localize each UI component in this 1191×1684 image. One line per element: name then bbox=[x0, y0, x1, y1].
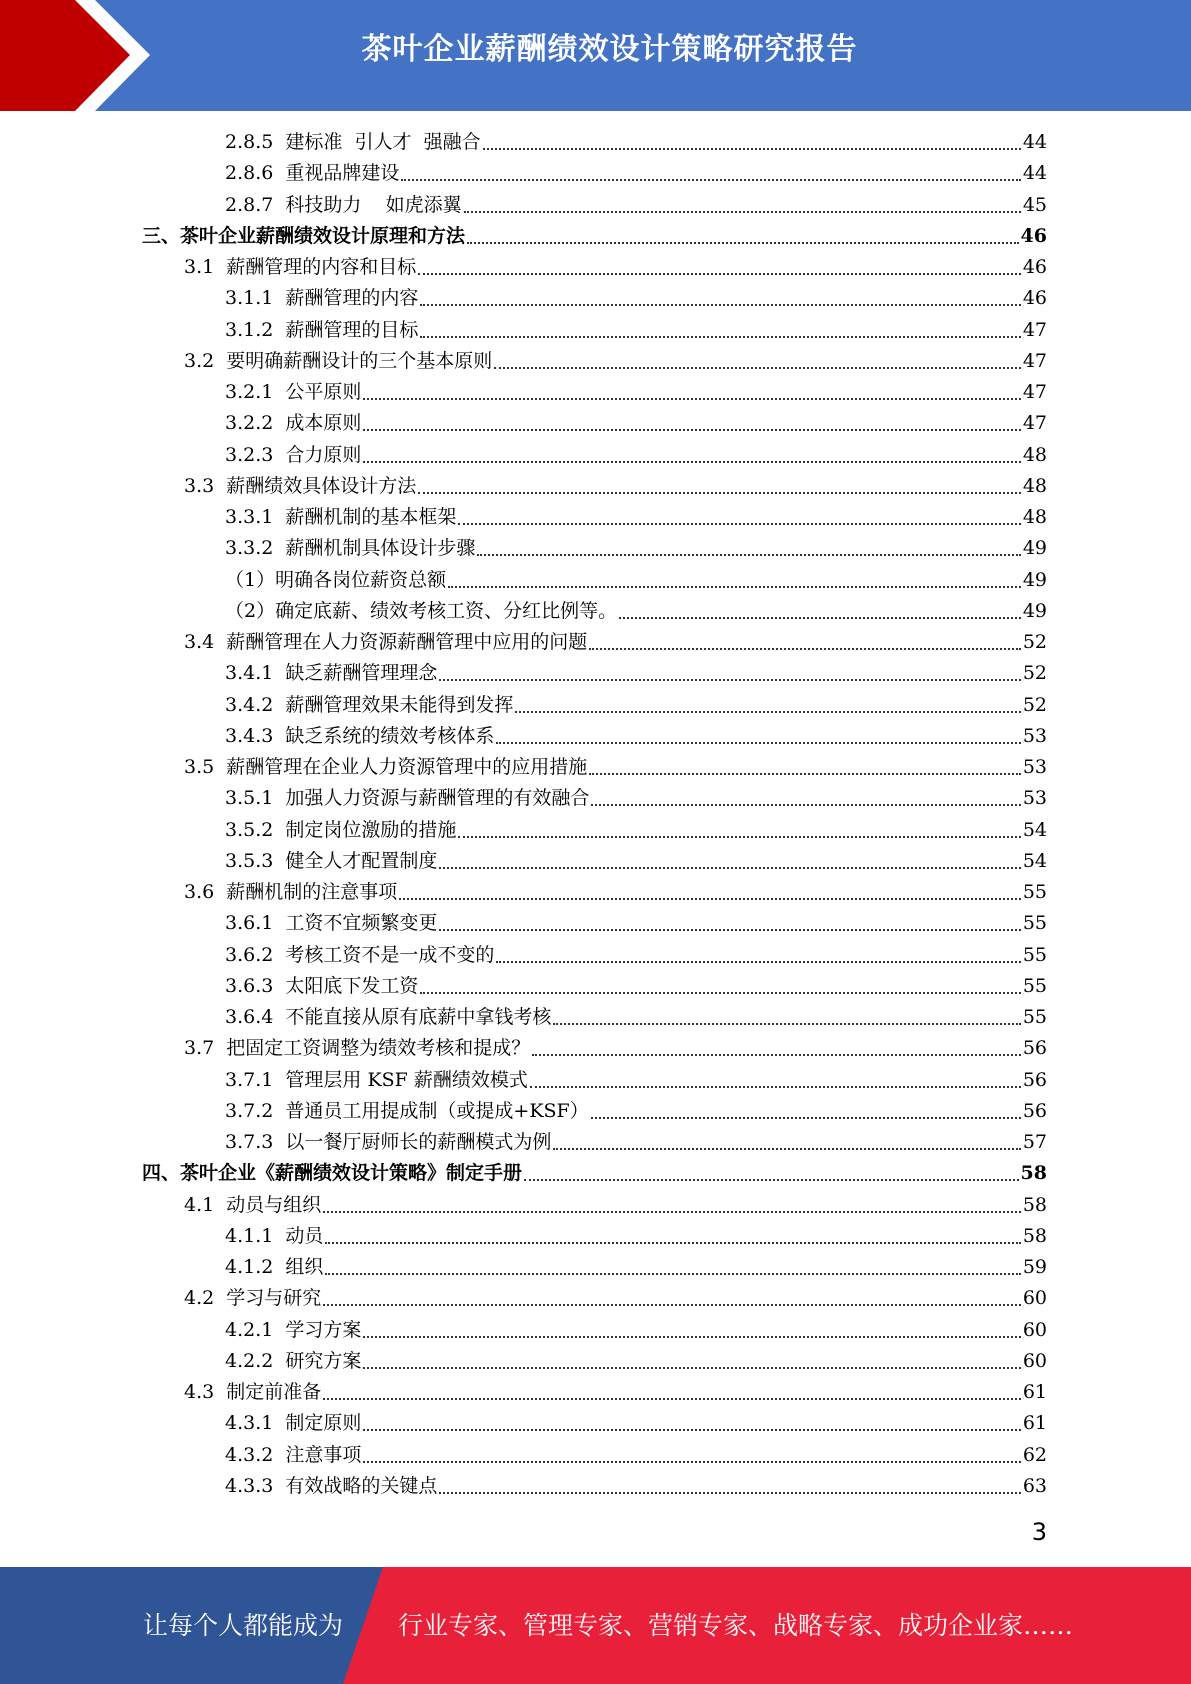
toc-entry-page: 58 bbox=[1022, 1224, 1047, 1247]
toc-entry[interactable] bbox=[225, 1472, 1047, 1500]
toc-dot-leader bbox=[323, 1398, 1021, 1400]
toc-dot-leader bbox=[496, 961, 1020, 963]
toc-entry-label: 4.2 学习与研究 bbox=[184, 1287, 322, 1310]
toc-entry[interactable] bbox=[225, 691, 1047, 719]
toc-entry-label: （1）明确各岗位薪资总额 bbox=[225, 568, 447, 591]
toc-entry[interactable] bbox=[225, 1222, 1047, 1250]
toc-entry[interactable] bbox=[225, 191, 1047, 219]
toc-entry[interactable] bbox=[184, 472, 1047, 500]
toc-entry-label: 3.2 要明确薪酬设计的三个基本原则 bbox=[184, 349, 493, 372]
toc-entry-page: 54 bbox=[1022, 818, 1047, 841]
toc-entry-label: 3.3.1 薪酬机制的基本框架 bbox=[225, 506, 457, 528]
toc-dot-leader bbox=[532, 1054, 1021, 1056]
toc-dot-leader bbox=[591, 1117, 1021, 1119]
toc-entry[interactable] bbox=[225, 1316, 1047, 1344]
toc-entry[interactable] bbox=[225, 566, 1047, 594]
toc-entry-page: 47 bbox=[1022, 318, 1047, 341]
footer-slogan-right: 行业专家、管理专家、营销专家、战略专家、成功企业家…… bbox=[398, 1611, 1074, 1640]
toc-entry-label: 2.8.7 科技助力 如虎添翼 bbox=[225, 193, 462, 216]
toc-entry-page: 62 bbox=[1022, 1443, 1047, 1466]
toc-entry[interactable] bbox=[225, 159, 1047, 187]
toc-entry-page: 58 bbox=[1020, 1162, 1047, 1185]
toc-entry[interactable] bbox=[225, 784, 1047, 812]
toc-entry[interactable] bbox=[225, 378, 1047, 406]
toc-entry-label: 3.4 薪酬管理在人力资源薪酬管理中应用的问题 bbox=[184, 631, 588, 653]
toc-entry-page: 60 bbox=[1022, 1287, 1047, 1310]
toc-entry-page: 46 bbox=[1020, 224, 1047, 247]
toc-entry[interactable] bbox=[225, 1409, 1047, 1437]
toc-entry-page: 56 bbox=[1022, 1099, 1047, 1122]
toc-entry-label: 4.3 制定前准备 bbox=[184, 1381, 322, 1403]
toc-dot-leader bbox=[363, 1461, 1020, 1463]
toc-entry-page: 53 bbox=[1022, 787, 1047, 810]
toc-dot-leader bbox=[418, 273, 1021, 275]
toc-dot-leader bbox=[458, 523, 1020, 525]
toc-entry-page: 55 bbox=[1022, 974, 1047, 997]
toc-entry-page: 47 bbox=[1022, 412, 1047, 435]
toc-entry-label: 3.6.3 太阳底下发工资 bbox=[225, 974, 419, 997]
toc-entry[interactable] bbox=[142, 222, 1047, 250]
toc-dot-leader bbox=[494, 367, 1021, 369]
toc-entry-label: 3.6 薪酬机制的注意事项 bbox=[184, 881, 398, 903]
toc-entry[interactable] bbox=[225, 941, 1047, 969]
toc-entry-page: 44 bbox=[1022, 131, 1047, 153]
toc-entry-label: 4.3.2 注意事项 bbox=[225, 1443, 362, 1466]
toc-dot-leader bbox=[325, 1273, 1020, 1275]
toc-entry[interactable] bbox=[225, 1003, 1047, 1031]
toc-entry[interactable] bbox=[225, 722, 1047, 750]
toc-dot-leader bbox=[477, 554, 1020, 556]
toc-entry-page: 49 bbox=[1022, 537, 1047, 560]
footer-slogan-left: 让每个人都能成为 bbox=[143, 1611, 344, 1640]
toc-dot-leader bbox=[420, 336, 1020, 338]
toc-entry-label: 2.8.6 重视品牌建设 bbox=[225, 162, 400, 185]
toc-entry-label: 3.3.2 薪酬机制具体设计步骤 bbox=[225, 537, 476, 560]
toc-dot-leader bbox=[439, 929, 1020, 931]
toc-entry-label: 3.6.1 工资不宜频繁变更 bbox=[225, 912, 438, 935]
toc-entry-page: 56 bbox=[1022, 1068, 1047, 1091]
toc-dot-leader bbox=[418, 492, 1021, 494]
toc-entry-label: 3.1 薪酬管理的内容和目标 bbox=[184, 256, 417, 278]
toc-entry[interactable] bbox=[184, 1378, 1047, 1406]
toc-entry-label: 3.4.1 缺乏薪酬管理理念 bbox=[225, 662, 438, 685]
toc-entry-page: 48 bbox=[1022, 506, 1047, 528]
toc-entry-page: 44 bbox=[1022, 162, 1047, 185]
toc-entry-page: 52 bbox=[1022, 631, 1047, 653]
toc-entry[interactable] bbox=[184, 878, 1047, 906]
toc-dot-leader bbox=[363, 429, 1020, 431]
toc-entry-page: 55 bbox=[1022, 1006, 1047, 1028]
toc-entry-label: 4.1.2 组织 bbox=[225, 1256, 324, 1278]
toc-entry-label: 3.7 把固定工资调整为绩效考核和提成？ bbox=[184, 1037, 531, 1060]
toc-dot-leader bbox=[483, 148, 1021, 150]
toc-entry[interactable] bbox=[225, 1128, 1047, 1156]
toc-entry-page: 55 bbox=[1022, 881, 1047, 903]
toc-entry-page: 55 bbox=[1022, 912, 1047, 935]
toc-dot-leader bbox=[553, 1148, 1020, 1150]
toc-entry[interactable] bbox=[225, 659, 1047, 687]
toc-entry[interactable] bbox=[225, 597, 1047, 625]
toc-dot-leader bbox=[439, 679, 1020, 681]
toc-entry[interactable] bbox=[225, 1441, 1047, 1469]
toc-entry-label: 3.2.3 合力原则 bbox=[225, 443, 362, 466]
toc-entry-label: 3.4.3 缺乏系统的绩效考核体系 bbox=[225, 724, 495, 747]
toc-entry[interactable] bbox=[142, 1159, 1047, 1187]
toc-entry-label: 3.2.2 成本原则 bbox=[225, 412, 362, 435]
toc-dot-leader bbox=[515, 711, 1020, 713]
toc-entry-page: 53 bbox=[1022, 724, 1047, 747]
toc-entry[interactable] bbox=[225, 1097, 1047, 1125]
toc-entry-label: 三、茶叶企业薪酬绩效设计原理和方法 bbox=[142, 224, 466, 247]
toc-entry[interactable] bbox=[225, 534, 1047, 562]
toc-dot-leader bbox=[496, 742, 1020, 744]
toc-entry-label: 3.1.2 薪酬管理的目标 bbox=[225, 318, 419, 341]
toc-entry[interactable] bbox=[225, 1066, 1047, 1094]
toc-entry-label: 3.5.3 健全人才配置制度 bbox=[225, 849, 438, 872]
toc-entry-label: 4.3.1 制定原则 bbox=[225, 1412, 362, 1435]
toc-entry-page: 45 bbox=[1022, 193, 1047, 216]
toc-dot-leader bbox=[464, 211, 1021, 213]
toc-dot-leader bbox=[530, 1086, 1021, 1088]
toc-entry-page: 61 bbox=[1022, 1412, 1047, 1435]
toc-dot-leader bbox=[589, 773, 1021, 775]
toc-dot-leader bbox=[323, 1304, 1021, 1306]
toc-entry[interactable] bbox=[225, 847, 1047, 875]
toc-entry[interactable] bbox=[225, 128, 1047, 156]
toc-entry[interactable] bbox=[225, 909, 1047, 937]
toc-entry-label: 3.5.1 加强人力资源与薪酬管理的有效融合 bbox=[225, 787, 590, 810]
toc-entry-label: 3.3 薪酬绩效具体设计方法 bbox=[184, 474, 417, 497]
toc-dot-leader bbox=[619, 617, 1021, 619]
toc-entry-page: 47 bbox=[1022, 349, 1047, 372]
toc-entry-page: 55 bbox=[1022, 943, 1047, 966]
toc-dot-leader bbox=[524, 1179, 1019, 1181]
toc-entry[interactable] bbox=[225, 816, 1047, 844]
toc-entry-page: 57 bbox=[1022, 1131, 1047, 1153]
report-title: 茶叶企业薪酬绩效设计策略研究报告 bbox=[361, 32, 858, 67]
toc-entry-page: 48 bbox=[1022, 443, 1047, 466]
toc-entry[interactable] bbox=[184, 253, 1047, 281]
toc-entry[interactable] bbox=[225, 1347, 1047, 1375]
toc-dot-leader bbox=[399, 898, 1021, 900]
page-footer bbox=[0, 1567, 1191, 1684]
toc-entry-page: 49 bbox=[1022, 568, 1047, 591]
toc-dot-leader bbox=[553, 1023, 1020, 1025]
toc-dot-leader bbox=[448, 586, 1021, 588]
toc-entry[interactable] bbox=[184, 1191, 1047, 1219]
toc-dot-leader bbox=[589, 648, 1021, 650]
toc-entry[interactable] bbox=[225, 1253, 1047, 1281]
toc-entry-label: 4.3.3 有效战略的关键点 bbox=[225, 1474, 438, 1497]
toc-entry[interactable] bbox=[184, 628, 1047, 656]
toc-entry-label: 四、茶叶企业《薪酬绩效设计策略》制定手册 bbox=[142, 1162, 523, 1185]
toc-entry-page: 46 bbox=[1022, 256, 1047, 278]
toc-entry-label: 3.6.2 考核工资不是一成不变的 bbox=[225, 943, 495, 966]
toc-entry-page: 61 bbox=[1022, 1381, 1047, 1403]
toc-dot-leader bbox=[401, 179, 1020, 181]
toc-dot-leader bbox=[325, 1242, 1020, 1244]
toc-dot-leader bbox=[363, 1429, 1020, 1431]
toc-dot-leader bbox=[439, 1492, 1020, 1494]
toc-entry[interactable] bbox=[225, 284, 1047, 312]
toc-dot-leader bbox=[363, 1336, 1020, 1338]
toc-dot-leader bbox=[439, 867, 1020, 869]
toc-entry-page: 60 bbox=[1022, 1318, 1047, 1341]
toc-entry-label: （2）确定底薪、绩效考核工资、分红比例等。 bbox=[225, 599, 618, 622]
toc-entry-label: 3.7.3 以一餐厅厨师长的薪酬模式为例 bbox=[225, 1131, 552, 1153]
toc-entry-label: 3.6.4 不能直接从原有底薪中拿钱考核 bbox=[225, 1006, 552, 1028]
toc-entry-label: 4.2.1 学习方案 bbox=[225, 1318, 362, 1341]
toc-entry[interactable] bbox=[184, 753, 1047, 781]
toc-entry[interactable] bbox=[225, 409, 1047, 437]
toc-entry-label: 4.1 动员与组织 bbox=[184, 1193, 322, 1216]
toc-entry-label: 3.5 薪酬管理在企业人力资源管理中的应用措施 bbox=[184, 756, 588, 778]
toc-entry[interactable] bbox=[225, 316, 1047, 344]
toc-dot-leader bbox=[467, 242, 1019, 244]
toc-entry-label: 3.2.1 公平原则 bbox=[225, 381, 362, 403]
toc-entry-page: 49 bbox=[1022, 599, 1047, 622]
toc-entry-label: 4.1.1 动员 bbox=[225, 1224, 324, 1247]
toc-entry-page: 63 bbox=[1022, 1474, 1047, 1497]
toc-entry-label: 3.5.2 制定岗位激励的措施 bbox=[225, 818, 457, 841]
toc-entry-label: 3.1.1 薪酬管理的内容 bbox=[225, 287, 419, 310]
toc-entry-page: 52 bbox=[1022, 662, 1047, 685]
toc-entry-page: 58 bbox=[1022, 1193, 1047, 1216]
toc-dot-leader bbox=[323, 1211, 1021, 1213]
toc-dot-leader bbox=[420, 992, 1020, 994]
toc-dot-leader bbox=[591, 804, 1020, 806]
toc-entry[interactable] bbox=[225, 441, 1047, 469]
toc-entry-page: 59 bbox=[1022, 1256, 1047, 1278]
toc-dot-leader bbox=[420, 304, 1020, 306]
toc-entry-page: 54 bbox=[1022, 849, 1047, 872]
page-header bbox=[0, 0, 1191, 111]
toc-dot-leader bbox=[363, 398, 1020, 400]
toc-entry-page: 60 bbox=[1022, 1349, 1047, 1372]
toc-entry-page: 48 bbox=[1022, 474, 1047, 497]
page-number: 3 bbox=[1031, 1518, 1047, 1546]
toc-dot-leader bbox=[363, 461, 1020, 463]
toc-entry-page: 56 bbox=[1022, 1037, 1047, 1060]
toc-dot-leader bbox=[363, 1367, 1020, 1369]
toc-entry[interactable] bbox=[184, 347, 1047, 375]
toc-entry-label: 3.4.2 薪酬管理效果未能得到发挥 bbox=[225, 693, 514, 716]
toc-entry-label: 3.7.1 管理层用 KSF 薪酬绩效模式 bbox=[225, 1068, 528, 1091]
toc-entry-page: 53 bbox=[1022, 756, 1047, 778]
toc-entry[interactable] bbox=[225, 503, 1047, 531]
toc-entry-label: 4.2.2 研究方案 bbox=[225, 1349, 362, 1372]
toc-entry-page: 47 bbox=[1022, 381, 1047, 403]
toc-entry[interactable] bbox=[184, 1284, 1047, 1312]
toc-entry-label: 2.8.5 建标准 引人才 强融合 bbox=[225, 131, 481, 153]
toc-dot-leader bbox=[458, 836, 1020, 838]
toc-entry-label: 3.7.2 普通员工用提成制（或提成+KSF） bbox=[225, 1099, 589, 1122]
toc-entry-page: 46 bbox=[1022, 287, 1047, 310]
toc-entry[interactable] bbox=[184, 1034, 1047, 1062]
toc-entry[interactable] bbox=[225, 972, 1047, 1000]
toc-entry-page: 52 bbox=[1022, 693, 1047, 716]
